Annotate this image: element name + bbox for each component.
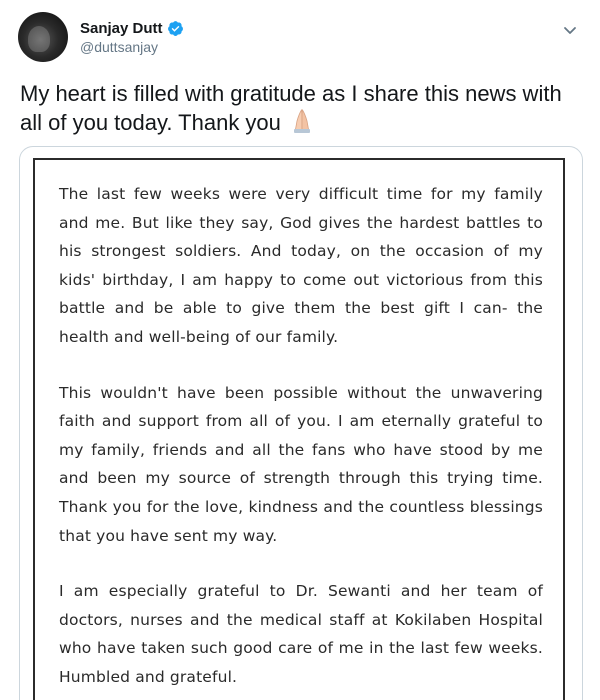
tweet-header <box>18 12 184 62</box>
name-row <box>80 20 184 37</box>
statement-letter <box>33 158 565 700</box>
author-names <box>80 20 184 55</box>
folded-hands-icon <box>289 108 315 141</box>
tweet-text-body: My heart is filled with gratitude as I share this news with all of you today. Thank you <box>20 81 562 135</box>
author-display-name[interactable]: Sanjay Dutt <box>80 19 163 37</box>
tweet-text <box>20 79 585 141</box>
author-handle[interactable]: @duttsanjay <box>80 38 159 55</box>
verified-badge-icon <box>167 20 184 37</box>
avatar[interactable] <box>18 12 68 62</box>
attached-image-card[interactable] <box>19 146 583 700</box>
letter-paragraph: I am especially grateful to Dr. Sewanti and her team of doctors, nurses and the medical staff at Kokilaben Hospital who have taken such good care of me in the last few weeks. Humbled and grateful. <box>59 582 543 686</box>
chevron-down-icon[interactable] <box>562 22 578 38</box>
letter-paragraph: This wouldn't have been possible without the unwavering faith and support from all of you. I am eternally grateful to my family, friends and all the fans who have stood by me and been my source of strength through this trying time. Thank you for the love, kindness and the countless blessings that you have sent my way. <box>59 383 543 545</box>
letter-paragraph: The last few weeks were very difficult time for my family and me. But like they say, God gives the hardest battles to his strongest soldiers. And today, on the occasion of my kids' birthday, I am happy to come out victorious from this battle and be able to give them the best gift I can- the health and well-being of our family. <box>59 185 543 346</box>
